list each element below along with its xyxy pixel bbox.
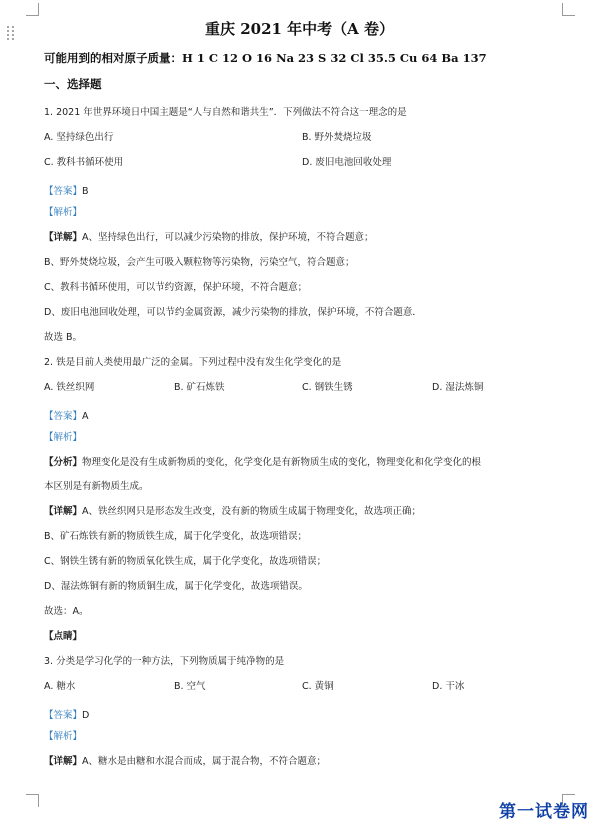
site-logo: 第一试卷网: [499, 802, 589, 822]
question-2-detail-line: B、矿石炼铁有新的物质铁生成，属于化学变化，故选项错误；: [44, 531, 308, 542]
question-2-option-b: B. 矿石炼铁: [174, 382, 225, 393]
question-3-detail: [44, 753, 326, 767]
page-title: 重庆 2021 年中考（A 卷）: [204, 20, 395, 38]
question-3-analysis-tag: 【解析】: [44, 731, 83, 742]
answer-tag: 【答案】: [44, 710, 83, 721]
question-2-option-c: C. 钢铁生锈: [302, 382, 353, 393]
question-1-conclusion: 故选 B。: [44, 332, 83, 343]
question-2-analysis-tag: 【解析】: [44, 432, 83, 443]
question-2-dianjing-tag: 【点睛】: [44, 631, 83, 642]
question-3-option-b: B. 空气: [174, 681, 206, 692]
crop-mark-bottom-left: [26, 794, 39, 807]
question-1-answer: [44, 179, 89, 198]
question-3-answer: [44, 703, 89, 722]
crop-mark-top-left: [26, 3, 39, 16]
answer-tag: 【答案】: [44, 411, 83, 422]
question-1-stem: 1. 2021 年世界环境日中国主题是“人与自然和谐共生”．下列做法不符合这一理念的是: [44, 107, 407, 118]
answer-value: D: [82, 710, 90, 721]
question-2-detail-line: C、钢铁生锈有新的物质氧化铁生成，属于化学变化，故选项错误；: [44, 556, 327, 567]
question-1-detail-line: C、教科书循环使用，可以节约资源，保护环境，不符合题意；: [44, 282, 308, 293]
question-1-option-b: B. 野外焚烧垃圾: [302, 132, 372, 143]
question-2-fenxi: [44, 454, 481, 468]
question-2-detail: [44, 503, 421, 517]
question-2-stem: 2. 铁是目前人类使用最广泛的金属。下列过程中没有发生化学变化的是: [44, 357, 342, 368]
detail-text: A、铁丝织网只是形态发生改变，没有新的物质生成属于物理变化，故选项正确；: [82, 506, 422, 517]
detail-text: A、坚持绿色出行，可以减少污染物的排放，保护环境，不符合题意；: [82, 232, 374, 243]
question-3-option-d: D. 干冰: [432, 681, 465, 692]
question-1-option-c: C. 教科书循环使用: [44, 157, 124, 168]
question-2-option-d: D. 湿法炼铜: [432, 382, 484, 393]
question-3-option-a: A. 糖水: [44, 681, 76, 692]
answer-value: A: [82, 411, 89, 422]
answer-tag: 【答案】: [44, 186, 83, 197]
fenxi-text: 物理变化是没有生成新物质的变化，化学变化是有新物质生成的变化，物理变化和化学变化的根: [82, 457, 482, 468]
question-2-fenxi-cont: 本区别是有新物质生成。: [44, 481, 149, 492]
detail-tag: 【详解】: [44, 232, 83, 243]
question-2-conclusion: 故选：A。: [44, 606, 89, 617]
answer-value: B: [82, 186, 89, 197]
question-2-option-a: A. 铁丝织网: [44, 382, 95, 393]
fenxi-tag: 【分析】: [44, 457, 83, 468]
atomic-masses-line: 可能用到的相对原子质量：H 1 C 12 O 16 Na 23 S 32 Cl 35.5 Cu 64 Ba 137: [44, 51, 487, 65]
detail-text: A、糖水是由糖和水混合而成，属于混合物，不符合题意；: [82, 756, 327, 767]
question-1-detail-line: B、野外焚烧垃圾，会产生可吸入颗粒物等污染物，污染空气，符合题意；: [44, 257, 355, 268]
question-2-answer: [44, 404, 89, 423]
question-3-option-c: C. 黄铜: [302, 681, 334, 692]
question-1-analysis-tag: 【解析】: [44, 207, 83, 218]
detail-tag: 【详解】: [44, 506, 83, 517]
section-heading: 一、选择题: [44, 77, 102, 91]
question-1-detail-line: D、废旧电池回收处理，可以节约金属资源，减少污染物的排放，保护环境，不符合题意．: [44, 307, 422, 318]
question-1-option-d: D. 废旧电池回收处理: [302, 157, 392, 168]
question-2-detail-line: D、湿法炼铜有新的物质铜生成，属于化学变化，故选项错误。: [44, 581, 308, 592]
detail-tag: 【详解】: [44, 756, 83, 767]
question-1-option-a: A. 坚持绿色出行: [44, 132, 114, 143]
question-1-detail: [44, 229, 374, 243]
question-3-stem: 3. 分类是学习化学的一种方法，下列物质属于纯净物的是: [44, 656, 285, 667]
crop-mark-top-right: [562, 3, 575, 16]
